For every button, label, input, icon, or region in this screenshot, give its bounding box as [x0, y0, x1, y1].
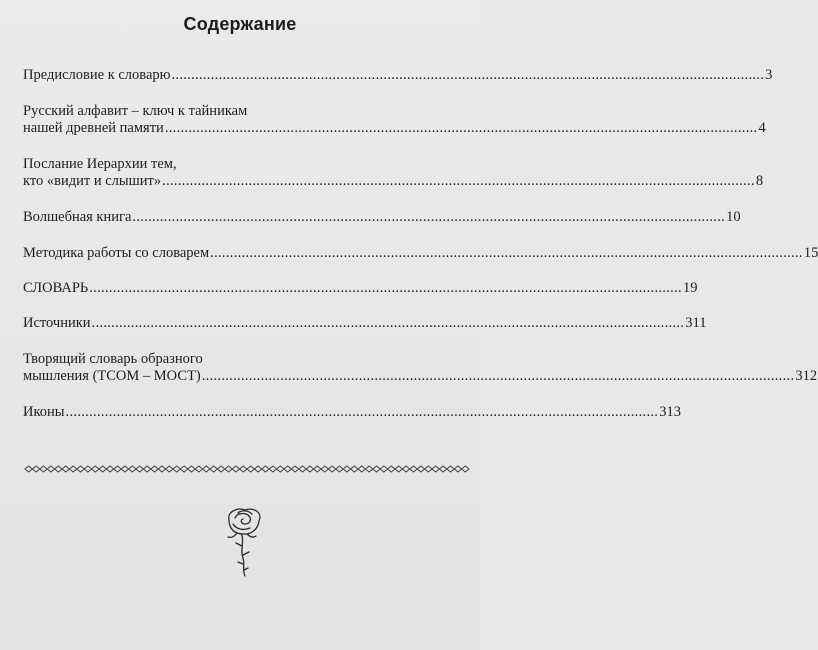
divider-diamond [262, 466, 269, 472]
divider-diamond [195, 466, 202, 472]
divider-diamond [40, 466, 47, 472]
divider-diamond [188, 466, 195, 472]
divider-diamond [106, 466, 113, 472]
divider-diamond [217, 466, 224, 472]
divider-diamond [99, 466, 106, 472]
divider-diamond [158, 466, 165, 472]
toc-entry[interactable] [23, 209, 741, 226]
divider-diamond [77, 466, 84, 472]
toc-entry[interactable] [23, 404, 681, 421]
divider-svg [22, 464, 468, 474]
divider-diamond [121, 466, 128, 472]
dot-leader: ....................................................................................................................................................... [89, 280, 682, 296]
divider-diamond [136, 466, 143, 472]
divider-diamond [269, 466, 276, 472]
toc-page-number: 8 [755, 173, 764, 189]
toc-page-number: 312 [795, 368, 818, 384]
toc-entry[interactable] [23, 280, 698, 297]
divider-diamond [425, 466, 432, 472]
toc-entry[interactable] [23, 67, 773, 84]
divider-diamond [314, 466, 321, 472]
divider-diamond [84, 466, 91, 472]
divider-diamond [180, 466, 187, 472]
dot-leader: ....................................................................................................................................................... [132, 209, 726, 225]
toc-entry[interactable] [23, 351, 818, 385]
dot-leader: ....................................................................................................................................................... [164, 120, 758, 136]
divider-diamond [62, 466, 69, 472]
divider-diamond [373, 466, 380, 472]
divider-diamond [173, 466, 180, 472]
divider-diamond [129, 466, 136, 472]
divider-diamond [32, 466, 39, 472]
divider-diamond [351, 466, 358, 472]
page-title: Содержание [183, 14, 297, 34]
toc-page-number: 10 [726, 209, 741, 225]
toc-entry-title-line-2: кто «видит и слышит» [23, 173, 162, 189]
divider-diamond [321, 466, 328, 472]
divider-diamond [254, 466, 261, 472]
divider-diamond [166, 466, 173, 472]
divider-diamond [299, 466, 306, 472]
divider-diamond [462, 466, 469, 472]
divider-diamond [395, 466, 402, 472]
divider-diamond [143, 466, 150, 472]
divider-diamond [291, 466, 298, 472]
divider-diamond [69, 466, 76, 472]
toc-entry-title: Предисловие к словарю [23, 67, 171, 83]
toc-page-number: 19 [682, 280, 698, 296]
divider-diamond [47, 466, 54, 472]
toc-entry-title: Источники [23, 315, 91, 331]
divider-diamond [210, 466, 217, 472]
divider-diamond [151, 466, 158, 472]
divider-diamond [284, 466, 291, 472]
divider-diamond [417, 466, 424, 472]
divider-diamond [402, 466, 409, 472]
dot-leader: ....................................................................................................................................................... [171, 67, 765, 83]
divider-diamond [55, 466, 62, 472]
toc-entry[interactable] [23, 156, 764, 190]
toc-entry-title: Волшебная книга [23, 209, 132, 225]
toc-entry-title-line-2: мышления (ТСОМ – МОСТ) [23, 368, 201, 384]
toc-page-number: 15 [803, 245, 818, 261]
divider-diamond [380, 466, 387, 472]
divider-diamond [358, 466, 365, 472]
rose-icon [221, 506, 269, 578]
dot-leader: ....................................................................................................................................................... [162, 173, 755, 189]
toc-entry-title-line-1: Творящий словарь образного [23, 351, 203, 367]
divider-diamond [247, 466, 254, 472]
divider-diamond [454, 466, 461, 472]
divider-diamond [365, 466, 372, 472]
divider-diamond [92, 466, 99, 472]
toc-page-number: 3 [765, 67, 773, 83]
toc-page-number: 313 [659, 404, 681, 420]
toc-entry[interactable] [23, 103, 766, 137]
toc-entry-title: Иконы [23, 404, 65, 420]
dot-leader: ....................................................................................................................................................... [91, 315, 685, 331]
divider-diamond [447, 466, 454, 472]
toc-page-number: 311 [685, 315, 707, 331]
divider-diamond [306, 466, 313, 472]
divider-diamond [277, 466, 284, 472]
diamond-chain-divider [22, 461, 468, 471]
dot-leader: ....................................................................................................................................................... [210, 245, 803, 261]
divider-diamond [203, 466, 210, 472]
divider-diamond [328, 466, 335, 472]
divider-diamond [225, 466, 232, 472]
rose-svg [221, 506, 269, 578]
toc-entry[interactable] [23, 315, 707, 332]
divider-diamond [439, 466, 446, 472]
dot-leader: ....................................................................................................................................................... [201, 368, 795, 384]
toc-entry-title: Методика работы со словарем [23, 245, 210, 261]
toc-entry-title-line-1: Русский алфавит – ключ к тайникам [23, 103, 248, 119]
divider-diamond [232, 466, 239, 472]
toc-entry-title-line-2: нашей древней памяти [23, 120, 164, 136]
divider-diamond [114, 466, 121, 472]
toc-entry-title-line-1: Послание Иерархии тем, [23, 156, 177, 172]
divider-diamond [388, 466, 395, 472]
divider-diamond [343, 466, 350, 472]
divider-diamond [410, 466, 417, 472]
dot-leader: ....................................................................................................................................................... [65, 404, 659, 420]
divider-diamond [336, 466, 343, 472]
toc-entry[interactable] [23, 245, 818, 262]
divider-diamond [432, 466, 439, 472]
divider-diamond [240, 466, 247, 472]
toc-page-number: 4 [758, 120, 766, 136]
divider-diamond [25, 466, 32, 472]
toc-entry-title: СЛОВАРЬ [23, 280, 89, 296]
